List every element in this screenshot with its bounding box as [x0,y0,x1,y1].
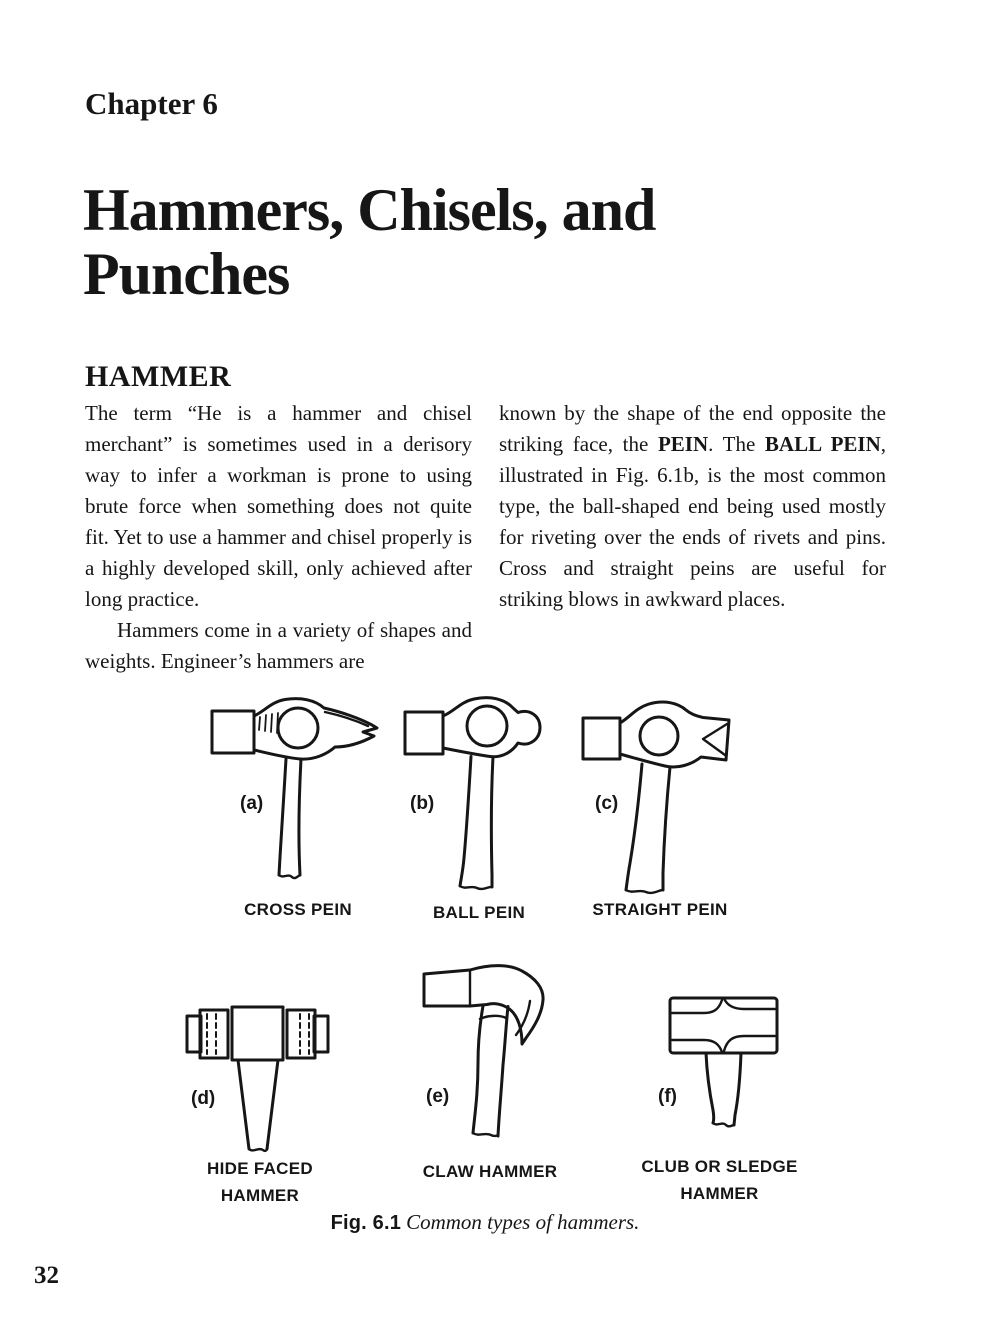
page-number: 32 [34,1262,59,1289]
chapter-label: Chapter 6 [85,86,218,121]
figure-caption-cross-pein: CROSS PEIN [244,900,352,919]
figure-caption-straight-pein: STRAIGHT PEIN [592,900,728,919]
paragraph: The term “He is a hammer and chisel merchant” is sometimes used in a derisory way to infer a workman is prone to using brute force when something does not quite fit. Yet to use a hammer and chisel properly is a highly developed skill, only achieved after long practice. [85,401,472,611]
section-heading: HAMMER [85,360,232,393]
figure-key-a: (a) [240,793,264,814]
text-column-left [85,398,472,677]
figure-item-cross-pein [205,697,390,889]
figure-key-e: (e) [426,1086,450,1107]
paragraph: Hammers come in a variety of shapes and weights. Engineer’s hammers are [85,618,472,673]
figure-caption-text: Common types of hammers. [406,1210,640,1234]
text-column-right [499,398,886,615]
figure-caption-ball-pein: BALL PEIN [432,903,526,922]
figure-key-d: (d) [191,1088,216,1109]
figure-caption [285,1210,685,1235]
cross-pein-hammer-illustration [205,697,390,889]
figure-caption-claw: CLAW HAMMER [422,1162,558,1181]
page-title: Hammers, Chisels, and Punches [83,177,656,307]
hide-faced-hammer-illustration [183,998,333,1158]
figure-key-b: (b) [410,793,435,814]
figure-key-c: (c) [595,793,619,814]
figure-key-f: (f) [658,1086,677,1107]
figure-item-claw [418,963,553,1148]
figure-caption-club-sledge: CLUB OR SLEDGE HAMMER [641,1157,798,1203]
figure-item-hide-faced [183,998,333,1158]
claw-hammer-illustration [418,963,553,1148]
figure-caption-hide-faced: HIDE FACED HAMMER [207,1159,313,1205]
figure-number-label: Fig. 6.1 [330,1212,402,1234]
paragraph: known by the shape of the end opposite the striking face, the PEIN. The BALL PEIN, illustrated in Fig. 6.1b, is the most common type, the ball-shaped end being used mostly for riveting over the ends of rivets and pins. Cross and straight peins are useful for striking blows in awkward places. [499,401,887,611]
figure-item-club-sledge [668,995,783,1130]
club-sledge-hammer-illustration [668,995,783,1130]
